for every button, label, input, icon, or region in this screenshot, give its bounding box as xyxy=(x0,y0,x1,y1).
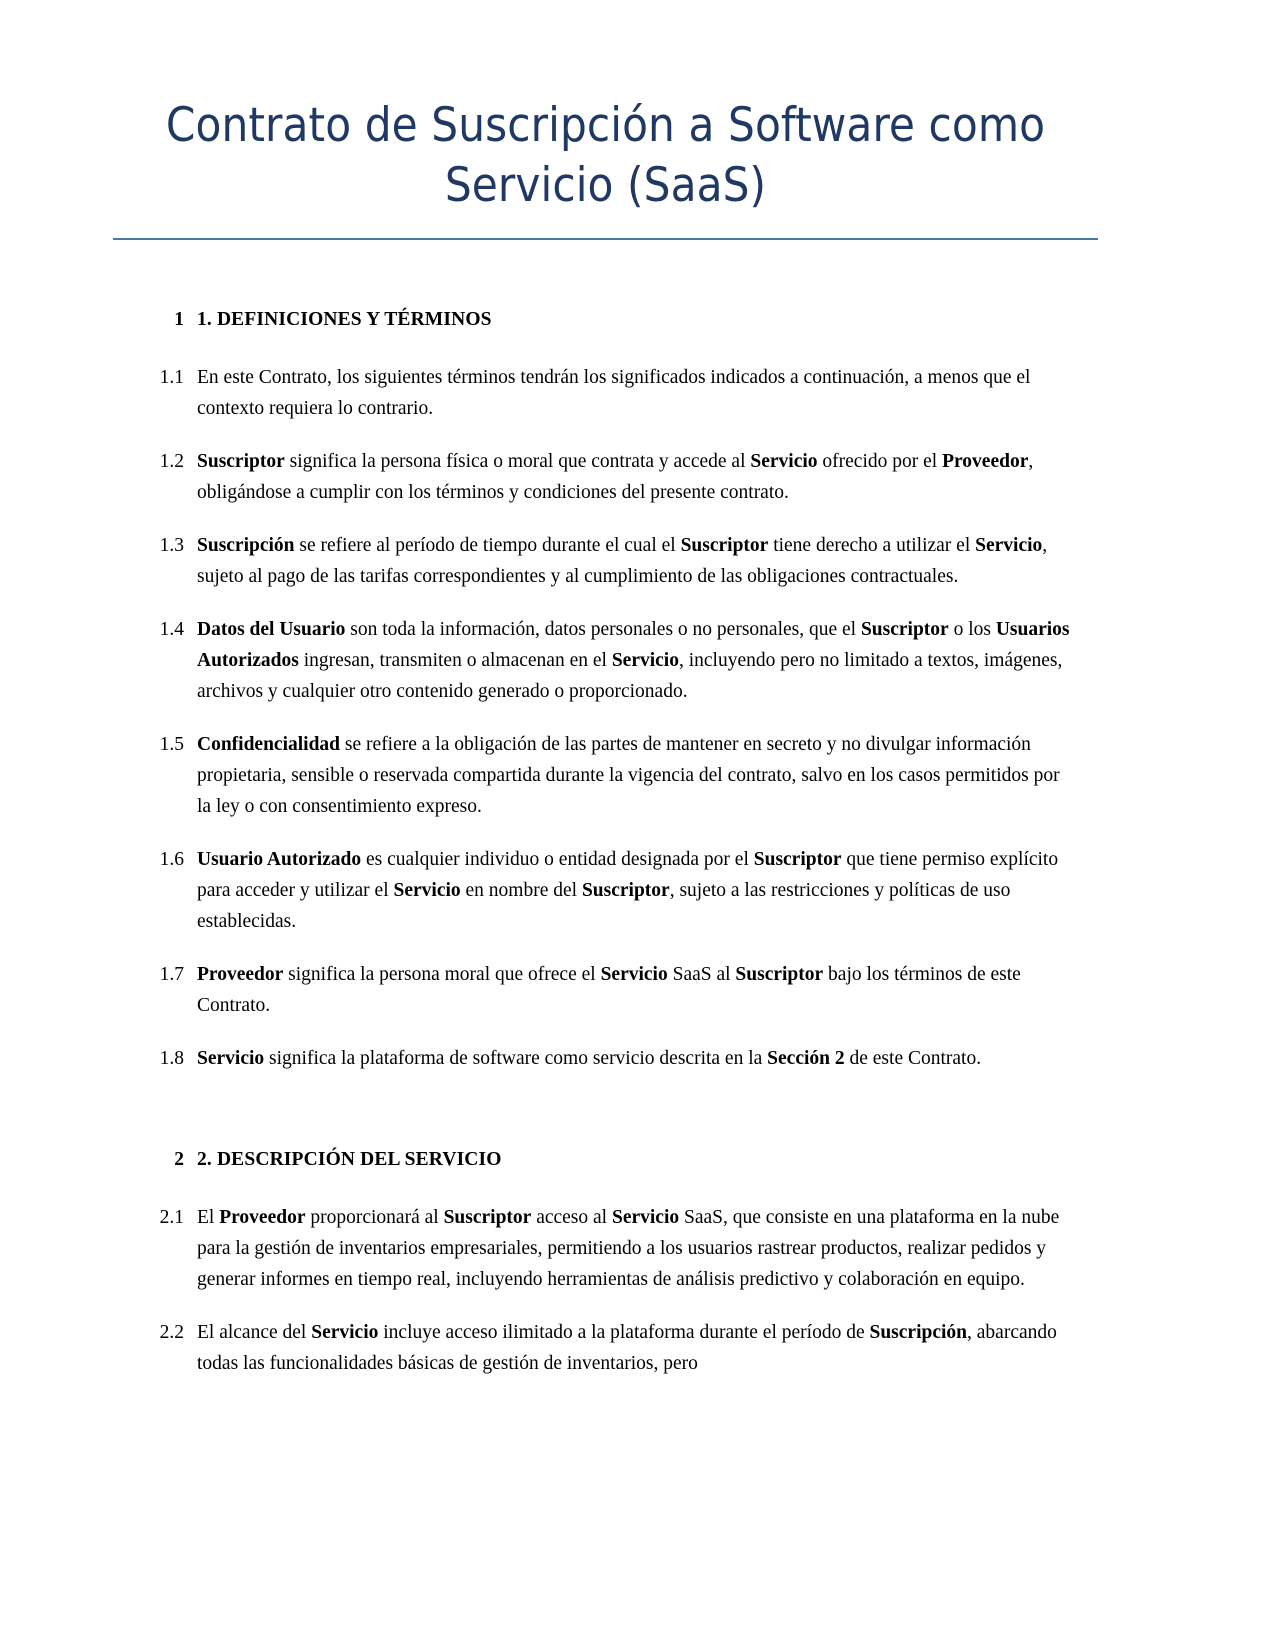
clause-text xyxy=(197,959,1075,1021)
document-body xyxy=(0,304,1275,1379)
clause-run: , sujeto a las restricciones y políticas de uso establecidas. xyxy=(197,880,1011,933)
clause-row xyxy=(138,614,1075,707)
clause-number: 1.3 xyxy=(159,535,184,557)
clause-run: acceso al xyxy=(531,1207,612,1229)
clause-run: que tiene permiso explícito para acceder y utilizar el xyxy=(197,849,1059,902)
defined-term: Suscriptor xyxy=(443,1207,532,1229)
clause-number: 1.4 xyxy=(159,619,184,641)
clause-row xyxy=(138,844,1075,937)
clause-run: En este Contrato, los siguientes términos tendrán los significados indicados a continuación, a menos que el contexto requiera lo contrario. xyxy=(197,367,1031,420)
clause-number: 1.1 xyxy=(159,367,184,389)
clause-number: 1.8 xyxy=(159,1048,184,1070)
defined-term: Datos del Usuario xyxy=(197,619,346,641)
clause-run: o los xyxy=(948,619,996,641)
clause-run: bajo los términos de este Contrato. xyxy=(197,964,1021,1017)
section-number: 1 xyxy=(174,309,184,331)
defined-term: Suscriptor xyxy=(735,964,824,986)
clause-text xyxy=(197,1202,1075,1295)
clause-row xyxy=(138,959,1075,1021)
clause-number: 2.2 xyxy=(159,1322,184,1344)
page-title xyxy=(113,96,1098,216)
defined-term: Suscriptor xyxy=(860,619,949,641)
defined-term: Suscriptor xyxy=(680,535,769,557)
clause-row xyxy=(138,446,1075,508)
defined-term: Sección 2 xyxy=(767,1048,845,1070)
defined-term: Confidencialidad xyxy=(197,734,341,756)
clause-run: El alcance del xyxy=(197,1322,312,1344)
clause-row xyxy=(138,1043,1075,1074)
defined-term: Servicio xyxy=(393,880,461,902)
clause-run: significa la persona física o moral que contrata y accede al xyxy=(284,451,751,473)
defined-term: Suscripción xyxy=(197,535,295,557)
clause-run: proporcionará al xyxy=(305,1207,444,1229)
section-heading-text: 1. DEFINICIONES Y TÉRMINOS xyxy=(197,309,492,331)
clause-run: en nombre del xyxy=(460,880,582,902)
clause-run: , obligándose a cumplir con los términos y condiciones del presente contrato. xyxy=(197,451,1034,504)
defined-term: Usuarios Autorizados xyxy=(197,619,1070,672)
clause-run: son toda la información, datos personales o no personales, que el xyxy=(345,619,861,641)
clause-run: ingresan, transmiten o almacenan en el xyxy=(298,650,612,672)
clause-text xyxy=(197,362,1075,424)
clause-run: tiene derecho a utilizar el xyxy=(768,535,976,557)
defined-term: Usuario Autorizado xyxy=(197,849,362,871)
clause-text xyxy=(197,614,1075,707)
clause-run: , incluyendo pero no limitado a textos, imágenes, archivos y cualquier otro contenido generado o proporcionado. xyxy=(197,650,1063,703)
defined-term: Proveedor xyxy=(219,1207,306,1229)
clause-run: incluye acceso ilimitado a la plataforma durante el período de xyxy=(378,1322,870,1344)
clause-row xyxy=(138,530,1075,592)
defined-term: Servicio xyxy=(750,451,818,473)
defined-term: Servicio xyxy=(611,650,679,672)
clause-text xyxy=(197,844,1075,937)
clause-row xyxy=(138,362,1075,424)
clause-run: , sujeto al pago de las tarifas correspondientes y al cumplimiento de las obligaciones contractuales. xyxy=(197,535,1048,588)
clause-text xyxy=(197,1317,1075,1379)
title-divider-rule xyxy=(113,238,1098,240)
clause-row xyxy=(138,1202,1075,1295)
defined-term: Suscriptor xyxy=(197,451,285,473)
clause-run: significa la persona moral que ofrece el xyxy=(283,964,601,986)
defined-term: Suscriptor xyxy=(753,849,842,871)
defined-term: Servicio xyxy=(311,1322,379,1344)
defined-term: Proveedor xyxy=(197,964,284,986)
clause-row xyxy=(138,1317,1075,1379)
clause-number: 1.7 xyxy=(159,964,184,986)
title-block xyxy=(0,0,1275,240)
clause-number: 1.2 xyxy=(159,451,184,473)
section-heading-row xyxy=(138,304,1075,335)
clause-run: de este Contrato. xyxy=(844,1048,982,1070)
defined-term: Servicio xyxy=(197,1048,265,1070)
clause-number: 1.6 xyxy=(159,849,184,871)
defined-term: Proveedor xyxy=(942,451,1029,473)
clause-text xyxy=(197,1043,1075,1074)
defined-term: Servicio xyxy=(975,535,1043,557)
clause-text xyxy=(197,530,1075,592)
section-heading-text: 2. DESCRIPCIÓN DEL SERVICIO xyxy=(197,1149,502,1171)
defined-term: Suscripción xyxy=(869,1322,968,1344)
clause-run: SaaS al xyxy=(667,964,736,986)
clause-run: se refiere a la obligación de las partes de mantener en secreto y no divulgar información propietaria, sensible o reservada compartida durante la vigencia del contrato, salvo en los casos permitidos por la ley o con consentimiento expreso. xyxy=(197,734,1060,818)
clause-run: , abarcando todas las funcionalidades básicas de gestión de inventarios, pero xyxy=(197,1322,1057,1375)
clause-run: significa la plataforma de software como servicio descrita en la xyxy=(264,1048,768,1070)
section-heading-row xyxy=(138,1144,1075,1175)
clause-run: ofrecido por el xyxy=(817,451,943,473)
clause-number: 2.1 xyxy=(159,1207,184,1229)
clause-text xyxy=(197,729,1075,822)
page-title-line-1: Contrato de Suscripción a Software como xyxy=(165,98,1046,153)
defined-term: Servicio xyxy=(611,1207,680,1229)
clause-run: El xyxy=(197,1207,220,1229)
clause-number: 1.5 xyxy=(159,734,184,756)
section-number: 2 xyxy=(174,1149,184,1171)
clause-run: SaaS, que consiste en una plataforma en la nube para la gestión de inventarios empresariales, permitiendo a los usuarios rastrear productos, realizar pedidos y generar informes en tiempo real, incluyendo herramientas de análisis predictivo y colaboración en equipo. xyxy=(197,1207,1060,1291)
defined-term: Suscriptor xyxy=(581,880,670,902)
clause-run: se refiere al período de tiempo durante el cual el xyxy=(294,535,681,557)
defined-term: Servicio xyxy=(600,964,668,986)
clause-row xyxy=(138,729,1075,822)
page-title-line-2: Servicio (SaaS) xyxy=(444,158,767,214)
clause-text xyxy=(197,446,1075,508)
clause-run: es cualquier individuo o entidad designada por el xyxy=(361,849,754,871)
